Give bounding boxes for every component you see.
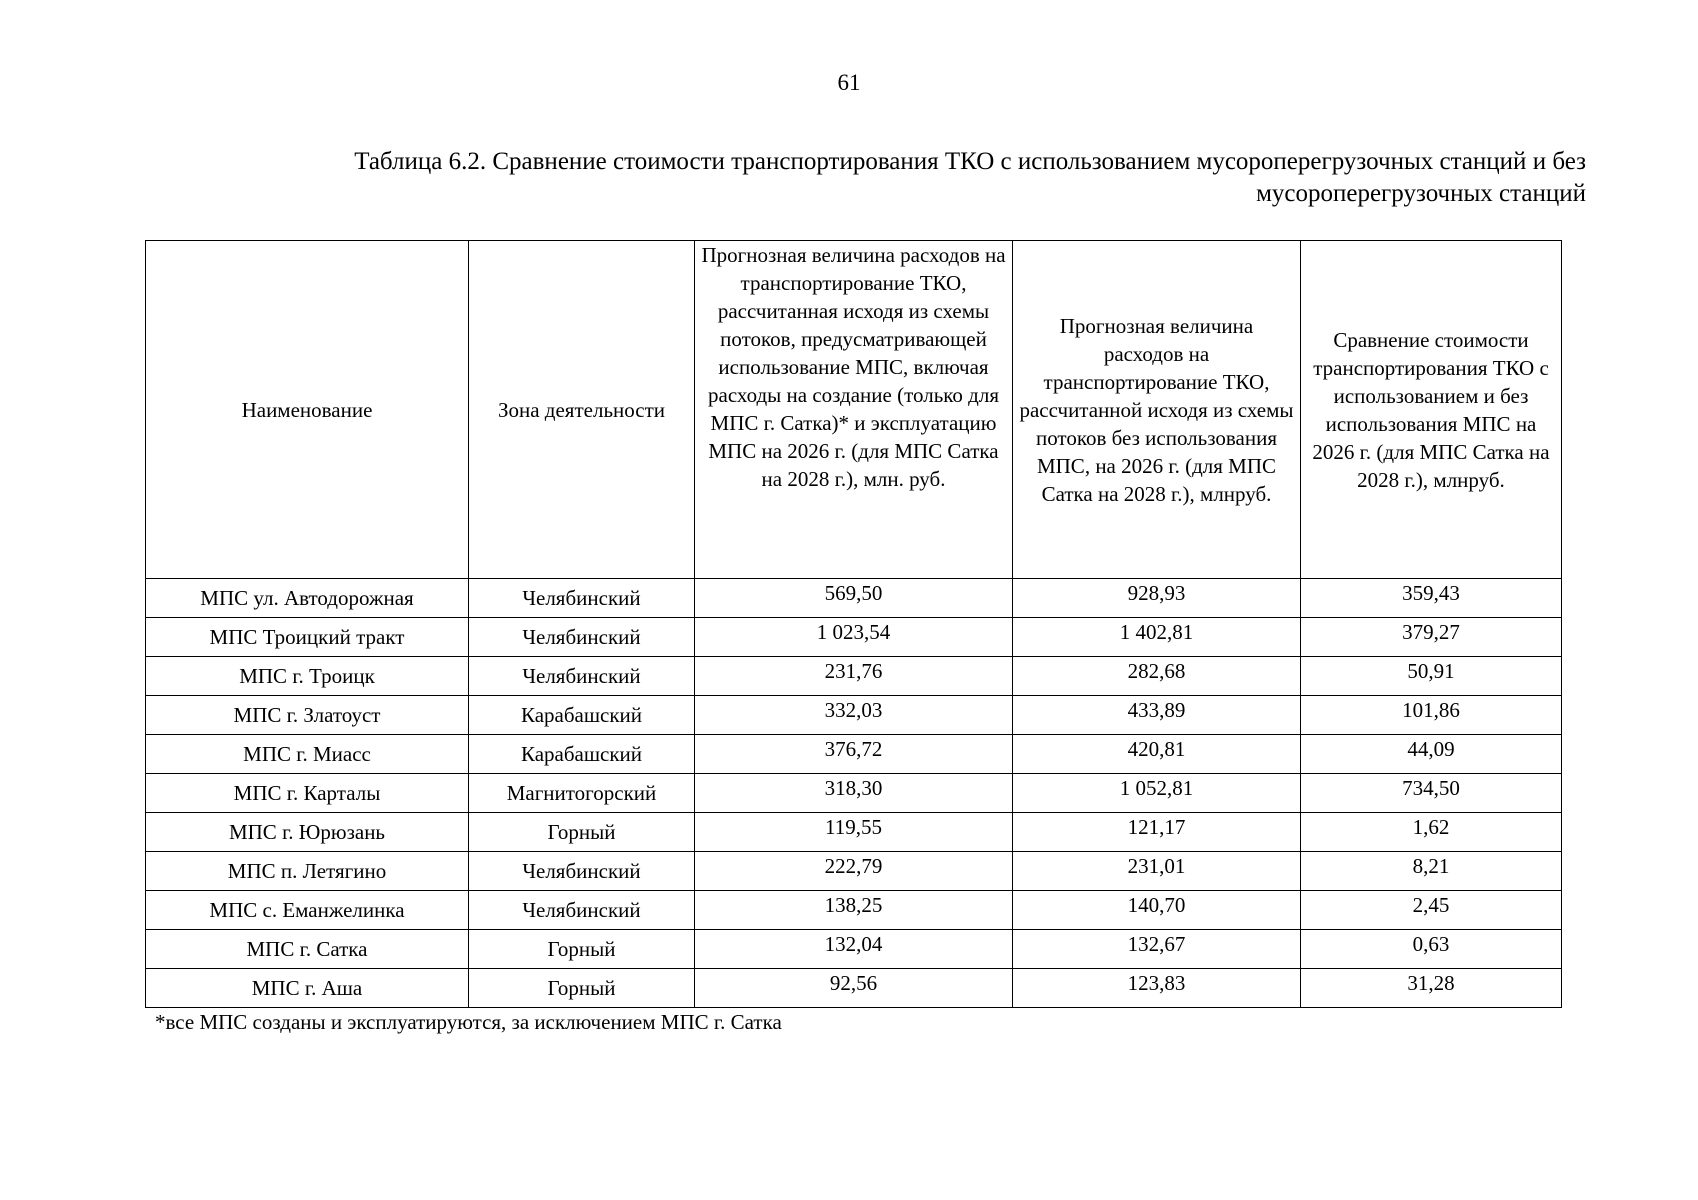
cell-zone: Горный	[469, 969, 695, 1008]
table-row	[146, 969, 1562, 1008]
header-zone: Зона деятельности	[469, 241, 695, 579]
cell-cost-without-mps: 132,67	[1013, 930, 1301, 969]
cell-cost-without-mps: 231,01	[1013, 852, 1301, 891]
table-caption-line-2: мусороперегрузочных станций	[1256, 180, 1586, 207]
cell-name: МПС ул. Автодорожная	[146, 579, 469, 618]
cell-cost-without-mps: 121,17	[1013, 813, 1301, 852]
cell-cost-without-mps: 282,68	[1013, 657, 1301, 696]
table-row	[146, 930, 1562, 969]
cell-name: МПС с. Еманжелинка	[146, 891, 469, 930]
cell-cost-comparison: 44,09	[1301, 735, 1562, 774]
cell-name: МПС г. Троицк	[146, 657, 469, 696]
table-row	[146, 735, 1562, 774]
cell-cost-with-mps: 132,04	[695, 930, 1013, 969]
cell-zone: Челябинский	[469, 579, 695, 618]
cell-cost-without-mps: 928,93	[1013, 579, 1301, 618]
cell-cost-with-mps: 138,25	[695, 891, 1013, 930]
page-number: 61	[837, 70, 861, 95]
cell-cost-with-mps: 318,30	[695, 774, 1013, 813]
header-name: Наименование	[146, 241, 469, 579]
header-cost-with-mps: Прогнозная величина расходов на транспортирование ТКО, рассчитанная исходя из схемы потоков, предусматривающей использование МПС, включая расходы на создание (только для МПС г. Сатка)* и эксплуатацию МПС на 2026 г. (для МПС Сатка на 2028 г.), млн. руб.	[695, 241, 1013, 579]
table-caption-line-1: Таблица 6.2. Сравнение стоимости транспортирования ТКО с использованием мусороперегрузочных станций и без	[354, 148, 1586, 175]
cell-cost-comparison: 50,91	[1301, 657, 1562, 696]
table-row	[146, 891, 1562, 930]
cell-zone: Челябинский	[469, 618, 695, 657]
table-header-row	[146, 241, 1562, 579]
cell-cost-with-mps: 119,55	[695, 813, 1013, 852]
cell-zone: Магнитогорский	[469, 774, 695, 813]
header-cost-comparison: Сравнение стоимости транспортирования ТКО с использованием и без использования МПС на 2026 г. (для МПС Сатка на 2028 г.), млнруб.	[1301, 241, 1562, 579]
cell-name: МПС п. Летягино	[146, 852, 469, 891]
cell-zone: Челябинский	[469, 852, 695, 891]
cell-zone: Челябинский	[469, 657, 695, 696]
table-row	[146, 579, 1562, 618]
cell-cost-comparison: 359,43	[1301, 579, 1562, 618]
cell-cost-with-mps: 569,50	[695, 579, 1013, 618]
cell-name: МПС г. Златоуст	[146, 696, 469, 735]
cell-zone: Челябинский	[469, 891, 695, 930]
cell-zone: Карабашский	[469, 735, 695, 774]
cell-cost-without-mps: 1 402,81	[1013, 618, 1301, 657]
cell-name: МПС Троицкий тракт	[146, 618, 469, 657]
cell-cost-comparison: 2,45	[1301, 891, 1562, 930]
cell-cost-without-mps: 123,83	[1013, 969, 1301, 1008]
cell-cost-with-mps: 332,03	[695, 696, 1013, 735]
cell-cost-with-mps: 231,76	[695, 657, 1013, 696]
cell-cost-without-mps: 1 052,81	[1013, 774, 1301, 813]
cell-cost-comparison: 0,63	[1301, 930, 1562, 969]
cell-name: МПС г. Аша	[146, 969, 469, 1008]
table-row	[146, 852, 1562, 891]
cell-zone: Горный	[469, 813, 695, 852]
table-row	[146, 657, 1562, 696]
header-cost-without-mps: Прогнозная величина расходов на транспортирование ТКО, рассчитанной исходя из схемы потоков без использования МПС, на 2026 г. (для МПС Сатка на 2028 г.), млнруб.	[1013, 241, 1301, 579]
cell-cost-with-mps: 1 023,54	[695, 618, 1013, 657]
table-row	[146, 774, 1562, 813]
cell-zone: Горный	[469, 930, 695, 969]
table-footnote: *все МПС созданы и эксплуатируются, за исключением МПС г. Сатка	[155, 1010, 782, 1034]
cell-cost-without-mps: 140,70	[1013, 891, 1301, 930]
cell-cost-comparison: 1,62	[1301, 813, 1562, 852]
table-row	[146, 618, 1562, 657]
cell-name: МПС г. Сатка	[146, 930, 469, 969]
comparison-table	[145, 240, 1562, 1008]
cell-name: МПС г. Юрюзань	[146, 813, 469, 852]
cell-zone: Карабашский	[469, 696, 695, 735]
cell-cost-comparison: 734,50	[1301, 774, 1562, 813]
cell-cost-comparison: 31,28	[1301, 969, 1562, 1008]
cell-cost-with-mps: 376,72	[695, 735, 1013, 774]
cell-cost-with-mps: 222,79	[695, 852, 1013, 891]
cell-cost-comparison: 101,86	[1301, 696, 1562, 735]
cell-cost-without-mps: 420,81	[1013, 735, 1301, 774]
cell-cost-comparison: 8,21	[1301, 852, 1562, 891]
cell-cost-comparison: 379,27	[1301, 618, 1562, 657]
cell-cost-with-mps: 92,56	[695, 969, 1013, 1008]
table-row	[146, 813, 1562, 852]
table-caption	[186, 146, 1586, 210]
cell-name: МПС г. Миасс	[146, 735, 469, 774]
cell-name: МПС г. Карталы	[146, 774, 469, 813]
table-row	[146, 696, 1562, 735]
cell-cost-without-mps: 433,89	[1013, 696, 1301, 735]
